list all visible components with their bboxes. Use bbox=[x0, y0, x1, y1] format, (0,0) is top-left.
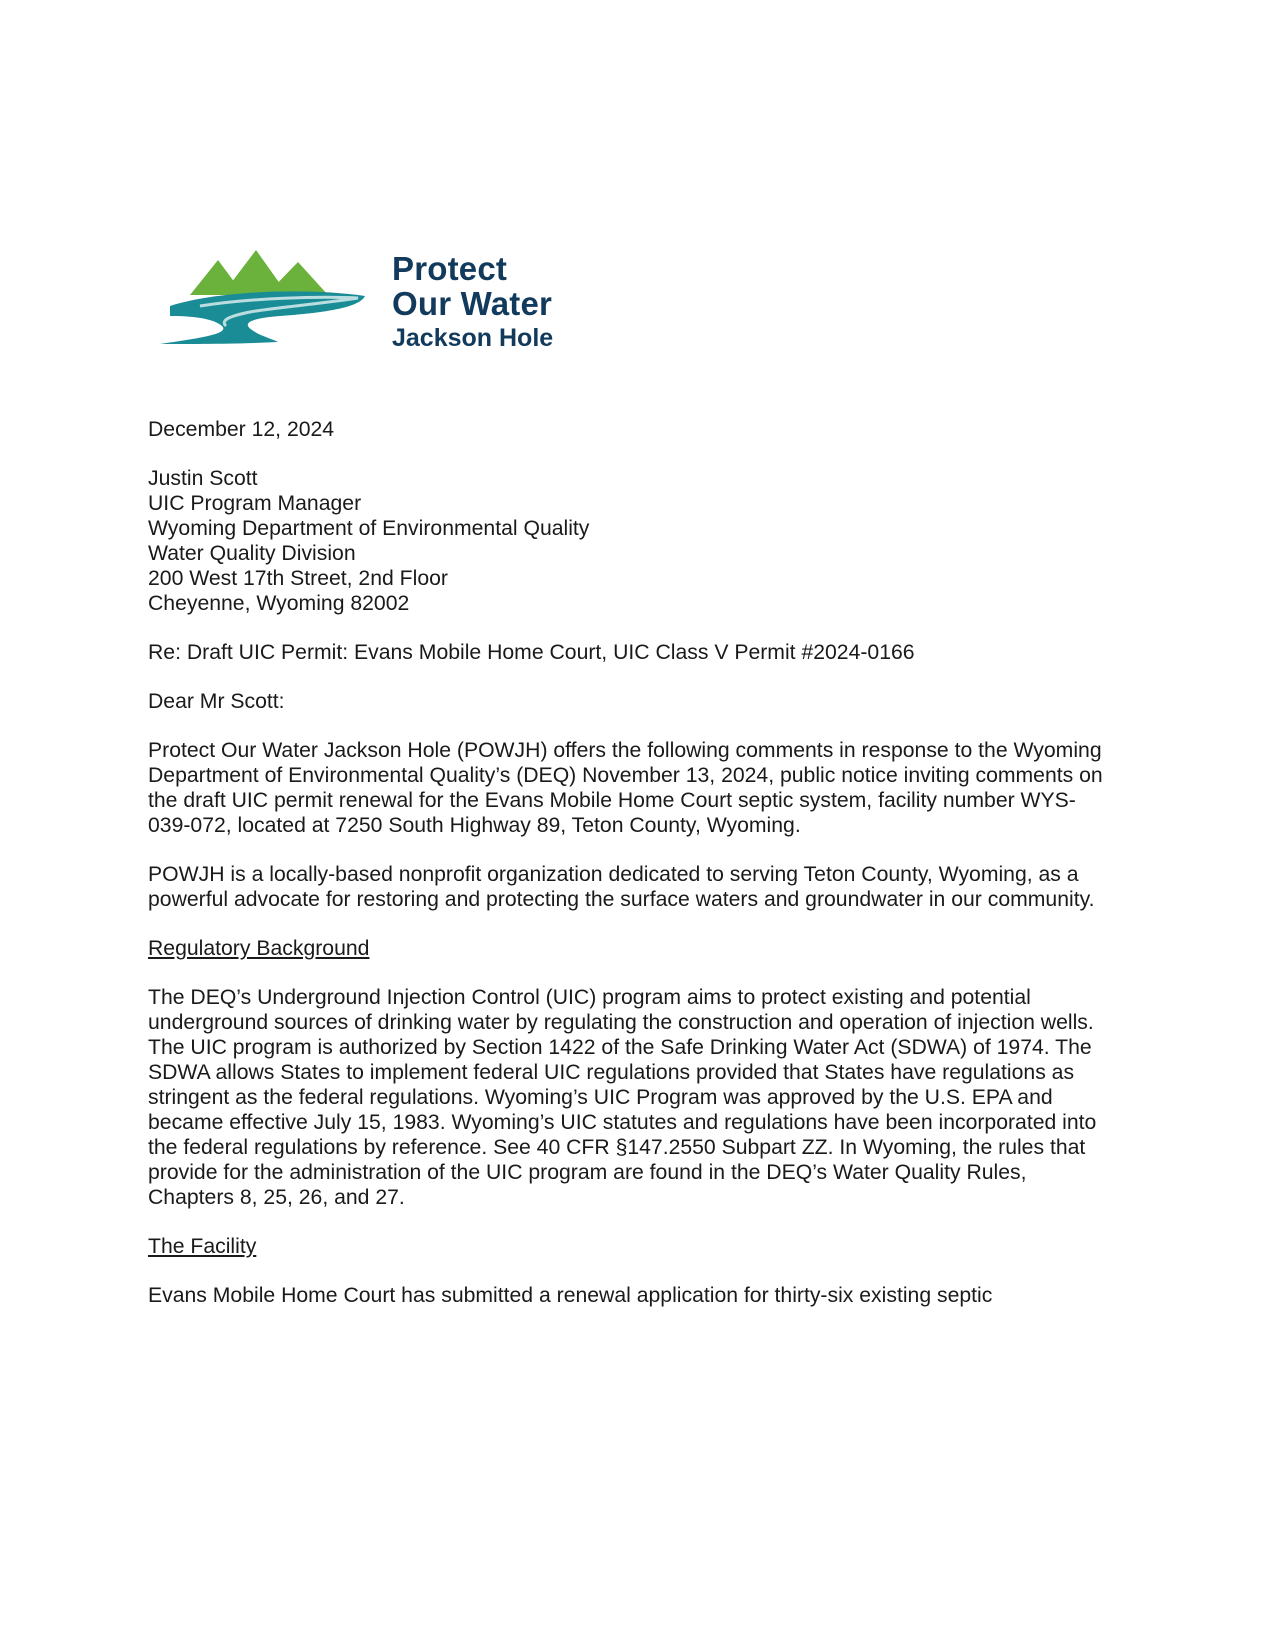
regulatory-background-paragraph: The DEQ’s Underground Injection Control (UIC) program aims to protect existing and potential underground sources of drinking water by regulating the construction and operation of injection wells. The UIC program is authorized by Section 1422 of the Safe Drinking Water Act (SDWA) of 1974. The SDWA allows States to implement federal UIC regulations provided that States have regulations as stringent as the federal regulations. Wyoming’s UIC Program was approved by the U.S. EPA and became effective July 15, 1983. Wyoming’s UIC statutes and regulations have been incorporated into the federal regulations by reference. See 40 CFR §147.2550 Subpart ZZ. In Wyoming, the rules that provide for the administration of the UIC program are found in the DEQ’s Water Quality Rules, Chapters 8, 25, 26, and 27. bbox=[148, 986, 1097, 1209]
address-line-name: Justin Scott bbox=[148, 467, 258, 490]
organization-logo bbox=[160, 250, 600, 360]
letter-date: December 12, 2024 bbox=[148, 418, 335, 441]
re-line: Re: Draft UIC Permit: Evans Mobile Home Court, UIC Class V Permit #2024-0166 bbox=[148, 641, 915, 664]
address-line-title: UIC Program Manager bbox=[148, 492, 362, 515]
logo-line-1: Protect bbox=[392, 250, 508, 287]
address-line-street: 200 West 17th Street, 2nd Floor bbox=[148, 567, 448, 590]
about-paragraph: POWJH is a locally-based nonprofit organization dedicated to serving Teton County, Wyoming, as a powerful advocate for restoring and protecting the surface waters and groundwater in our community. bbox=[148, 863, 1095, 911]
logo-line-3: Jackson Hole bbox=[392, 324, 554, 352]
logo-line-2: Our Water bbox=[392, 285, 553, 322]
mountains-river-icon bbox=[160, 250, 375, 355]
logo-wordmark bbox=[392, 252, 553, 351]
address-line-city: Cheyenne, Wyoming 82002 bbox=[148, 592, 410, 615]
letter-body bbox=[148, 417, 1108, 1332]
facility-paragraph: Evans Mobile Home Court has submitted a renewal application for thirty-six existing septic bbox=[148, 1284, 993, 1307]
recipient-address bbox=[148, 466, 1108, 616]
section-heading-the-facility: The Facility bbox=[148, 1235, 257, 1258]
intro-paragraph: Protect Our Water Jackson Hole (POWJH) offers the following comments in response to the Wyoming Department of Environmental Quality’s (DEQ) November 13, 2024, public notice inviting comments on the draft UIC permit renewal for the Evans Mobile Home Court septic system, facility number WYS-039-072, located at 7250 South Highway 89, Teton County, Wyoming. bbox=[148, 739, 1103, 837]
section-heading-regulatory-background: Regulatory Background bbox=[148, 937, 370, 960]
address-line-department: Wyoming Department of Environmental Quality bbox=[148, 517, 590, 540]
address-line-division: Water Quality Division bbox=[148, 542, 356, 565]
salutation: Dear Mr Scott: bbox=[148, 690, 285, 713]
